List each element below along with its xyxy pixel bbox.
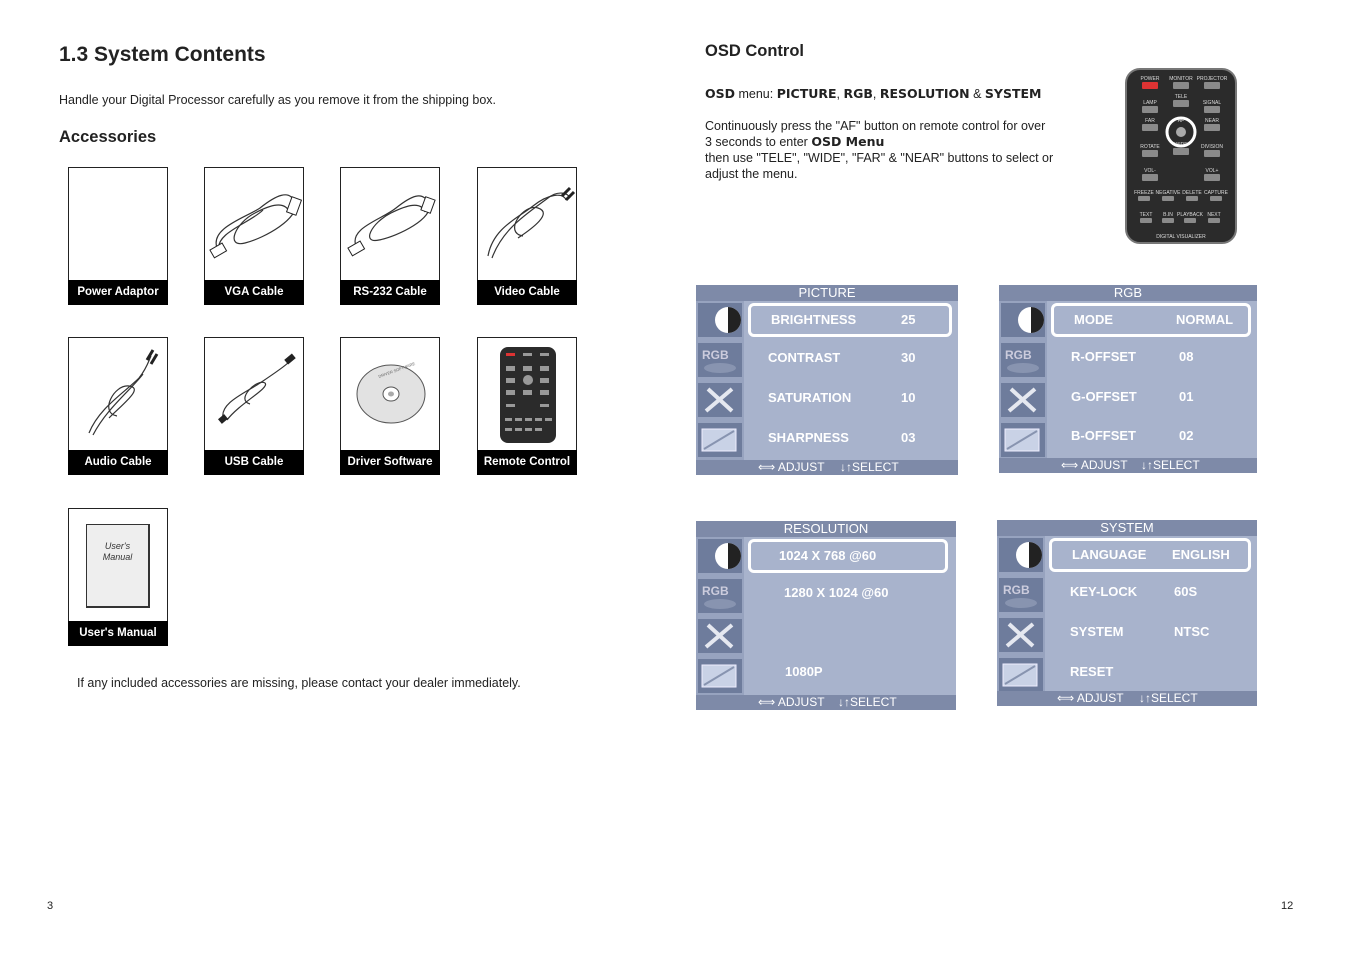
rgb-icon [1001, 343, 1045, 377]
adjust-hint: ⟺ ADJUST [758, 460, 825, 474]
remote-key-button [1142, 124, 1158, 131]
remote-key-button [1142, 150, 1158, 157]
osd-panel-title: RESOLUTION [696, 521, 956, 537]
remote-key-label: TEXT [1139, 212, 1153, 218]
remote-key-label: ROTATE [1140, 144, 1160, 150]
system-word: SYSTEM [984, 86, 1042, 101]
osd-row-key: SYSTEM [1070, 624, 1124, 639]
osd-row-key: 1080P [785, 664, 823, 679]
osd-row[interactable] [748, 655, 950, 689]
resolution-word: RESOLUTION [879, 86, 970, 101]
osd-panel-resolution [696, 521, 956, 710]
accessory-vga-cable [204, 167, 304, 305]
accessories-heading: Accessories [59, 128, 157, 146]
osd-footer [997, 691, 1257, 706]
adjust-label: ADJUST [1076, 691, 1124, 705]
remote-key-button [1173, 148, 1189, 155]
select-label: SELECT [850, 695, 897, 709]
osd-row[interactable] [748, 341, 952, 375]
osd-row-value: 25 [901, 312, 916, 327]
osd-row[interactable] [1049, 615, 1251, 649]
select-label: SELECT [1151, 691, 1198, 705]
remote-key-label: LAMP [1143, 100, 1157, 106]
remote-key-button [1208, 218, 1220, 223]
svg-text:DIGITAL VISUALIZER: DIGITAL VISUALIZER [1156, 234, 1206, 240]
accessory-label: Video Cable [477, 280, 577, 305]
accessory-label: Power Adaptor [68, 280, 168, 305]
osd-row[interactable] [748, 381, 952, 415]
osd-row[interactable] [748, 421, 952, 455]
osd-panel-rgb [999, 285, 1257, 473]
manual-cover-line: User's [104, 541, 131, 551]
remote-key-button [1142, 106, 1158, 113]
remote-key-label: FREEZE [1134, 190, 1154, 196]
adjust-hint: ⟺ ADJUST [758, 695, 825, 709]
remote-key-button [1162, 218, 1174, 223]
instruction-line-2 [705, 134, 1095, 150]
remote-key-label: NEAR [1205, 118, 1219, 124]
accessory-driver-software [340, 337, 440, 475]
rgb-icon [698, 343, 742, 377]
remote-key-button [1142, 174, 1158, 181]
monitor-icon [999, 658, 1043, 692]
instruction-text: 3 seconds to enter [705, 135, 812, 149]
remote-key-label: NEXT [1207, 212, 1221, 218]
osd-row[interactable] [1049, 575, 1251, 609]
osd-row[interactable] [748, 576, 950, 610]
remote-control-icon [478, 338, 578, 450]
rgb-icon [698, 579, 742, 613]
accessory-label: RS-232 Cable [340, 280, 440, 305]
osd-panel-picture [696, 285, 958, 475]
remote-key-button [1138, 196, 1150, 201]
osd-panel-title: RGB [999, 285, 1257, 301]
remote-key-button [1173, 100, 1189, 107]
osd-row-value: 03 [901, 430, 916, 445]
osd-row-key: G-OFFSET [1071, 389, 1137, 404]
svg-text:RGB: RGB [1003, 583, 1030, 597]
osd-footer [696, 460, 958, 475]
osd-menu-line [705, 86, 1041, 102]
osd-row-key: RESET [1070, 664, 1114, 679]
osd-row-key: SATURATION [768, 390, 852, 405]
osd-icon-column [999, 301, 1047, 458]
remote-key-label: AF [1177, 118, 1185, 124]
adjust-label: ADJUST [777, 695, 825, 709]
osd-row-key: B-OFFSET [1071, 428, 1136, 443]
accessory-label: USB Cable [204, 450, 304, 475]
adjust-label: ADJUST [1080, 458, 1128, 472]
osd-row-key: 1024 X 768 @60 [779, 548, 877, 563]
remote-key-button [1184, 218, 1196, 223]
remote-key-label: WIDE [1174, 142, 1188, 148]
picture-icon [698, 303, 742, 337]
accessory-users-manual [68, 508, 168, 646]
remote-control-illustration [1124, 68, 1238, 246]
cd-icon [341, 338, 441, 450]
select-hint: ↓↑SELECT [840, 460, 899, 474]
osd-icon-column [696, 301, 744, 460]
remote-key-label: PLAYBACK [1176, 212, 1204, 218]
osd-panel-title: SYSTEM [997, 520, 1257, 536]
remote-icon [1124, 68, 1238, 246]
remote-key-label: VOL- [1144, 168, 1156, 174]
remote-key-button [1162, 196, 1174, 201]
instruction-line: then use "TELE", "WIDE", "FAR" & "NEAR" buttons to select or [705, 151, 1054, 165]
osd-row-value: 10 [901, 390, 916, 405]
osd-row-key: KEY-LOCK [1070, 584, 1138, 599]
page-title: 1.3 System Contents [59, 43, 266, 66]
osd-row-selected[interactable] [1049, 538, 1251, 572]
osd-row-key: 1280 X 1024 @60 [784, 585, 889, 600]
accessory-video-cable [477, 167, 577, 305]
osd-row-value: NTSC [1174, 624, 1210, 639]
audio-cable-icon [69, 338, 169, 450]
select-hint: ↓↑SELECT [1139, 691, 1198, 705]
osd-word: OSD [705, 86, 736, 101]
tools-icon [698, 383, 742, 417]
osd-row[interactable] [1051, 340, 1251, 374]
osd-row-value: 30 [901, 350, 916, 365]
osd-menu-bold: OSD Menu [811, 134, 885, 149]
remote-key-button [1142, 82, 1158, 89]
osd-row-key: R-OFFSET [1071, 349, 1136, 364]
accessory-label: Audio Cable [68, 450, 168, 475]
osd-footer [696, 695, 956, 710]
accessory-label: User's Manual [68, 621, 168, 646]
select-hint: ↓↑SELECT [1141, 458, 1200, 472]
osd-row-key: CONTRAST [768, 350, 841, 365]
tools-icon [999, 618, 1043, 652]
remote-key-label: DIVISION [1201, 144, 1223, 150]
osd-row-value: NORMAL [1176, 312, 1234, 327]
svg-text:RGB: RGB [702, 584, 729, 598]
picture-word: PICTURE [776, 86, 837, 101]
menu-word: menu: [735, 87, 777, 101]
svg-text:RGB: RGB [1005, 348, 1032, 362]
comma: , [836, 87, 844, 101]
remote-key-button [1210, 196, 1222, 201]
remote-key-label: POWER [1140, 76, 1160, 82]
monitor-icon [698, 659, 742, 693]
remote-key-button [1204, 82, 1220, 89]
accessory-audio-cable [68, 337, 168, 475]
remote-key-label: NEGATIVE [1155, 190, 1181, 196]
osd-row-selected[interactable] [748, 303, 952, 337]
osd-row-key: BRIGHTNESS [771, 312, 857, 327]
rs232-cable-icon [341, 168, 441, 280]
rgb-icon [999, 578, 1043, 612]
remote-key-label: FAR [1145, 118, 1155, 124]
select-hint: ↓↑SELECT [838, 695, 897, 709]
remote-key-button [1204, 124, 1220, 131]
osd-row-value: 02 [1179, 428, 1194, 443]
remote-key-label: SIGNAL [1202, 100, 1222, 106]
manual-cover-icon [86, 524, 150, 608]
osd-row[interactable] [1049, 655, 1251, 689]
accessory-rs232-cable [340, 167, 440, 305]
osd-row[interactable] [1051, 380, 1251, 414]
osd-footer [999, 458, 1257, 473]
remote-key-label: PROJECTOR [1196, 76, 1228, 82]
remote-key-button [1204, 150, 1220, 157]
accessory-label: Remote Control [477, 450, 577, 475]
osd-row-value: 01 [1179, 389, 1194, 404]
osd-row-key: LANGUAGE [1072, 547, 1147, 562]
remote-key-button [1140, 218, 1152, 223]
picture-icon [698, 539, 742, 573]
osd-icon-column [696, 537, 744, 695]
osd-row-selected[interactable] [748, 539, 948, 573]
picture-icon [1001, 303, 1045, 337]
remote-key-label: MONITOR [1169, 76, 1193, 82]
osd-row-value: 08 [1179, 349, 1194, 364]
remote-key-button [1204, 174, 1220, 181]
accessory-label: VGA Cable [204, 280, 304, 305]
remote-key-label: B.IN [1163, 212, 1173, 218]
page-number-left: 3 [47, 900, 54, 912]
monitor-icon [1001, 423, 1045, 457]
tools-icon [698, 619, 742, 653]
missing-accessories-note: If any included accessories are missing, please contact your dealer immediately. [77, 676, 521, 690]
adjust-hint: ⟺ ADJUST [1061, 458, 1128, 472]
intro-text: Handle your Digital Processor carefully as you remove it from the shipping box. [59, 93, 497, 107]
accessory-remote-control [477, 337, 577, 475]
osd-panel-system [997, 520, 1257, 706]
remote-key-label: TELE [1174, 94, 1188, 100]
rgb-word: RGB [843, 86, 873, 101]
adjust-label: ADJUST [777, 460, 825, 474]
osd-row[interactable] [748, 616, 950, 650]
manual-cover-line: Manual [102, 552, 133, 562]
osd-row-key: SHARPNESS [768, 430, 849, 445]
picture-icon [999, 538, 1043, 572]
tools-icon [1001, 383, 1045, 417]
instruction-line: Continuously press the "AF" button on remote control for over [705, 119, 1046, 133]
adjust-hint: ⟺ ADJUST [1057, 691, 1124, 705]
osd-icon-column [997, 536, 1045, 691]
video-cable-icon [478, 168, 578, 280]
accessory-power-adaptor [68, 167, 168, 305]
accessory-usb-cable [204, 337, 304, 475]
accessory-label: Driver Software [340, 450, 440, 475]
remote-key-button [1204, 106, 1220, 113]
osd-row-key: MODE [1074, 312, 1113, 327]
page-number-right: 12 [1281, 900, 1294, 912]
select-label: SELECT [852, 460, 899, 474]
remote-key-label: VOL+ [1205, 168, 1219, 174]
remote-key-label: DELETE [1182, 190, 1202, 196]
osd-instructions [705, 118, 1095, 182]
ampersand: & [969, 87, 985, 101]
osd-row-value: 60S [1174, 584, 1198, 599]
osd-row-value: ENGLISH [1172, 547, 1230, 562]
osd-row[interactable] [1051, 419, 1251, 453]
usb-cable-icon [205, 338, 305, 450]
svg-text:DRIVER SOFTWARE: DRIVER SOFTWARE [377, 360, 416, 379]
remote-key-button [1173, 82, 1189, 89]
osd-row-selected[interactable] [1051, 303, 1251, 337]
osd-panel-title: PICTURE [696, 285, 958, 301]
remote-key-label: CAPTURE [1204, 190, 1228, 196]
instruction-line: adjust the menu. [705, 167, 798, 181]
monitor-icon [698, 423, 742, 457]
remote-key-button [1186, 196, 1198, 201]
svg-text:RGB: RGB [702, 348, 729, 362]
comma: , [872, 87, 880, 101]
vga-cable-icon [205, 168, 305, 280]
select-label: SELECT [1153, 458, 1200, 472]
osd-title: OSD Control [705, 42, 804, 60]
